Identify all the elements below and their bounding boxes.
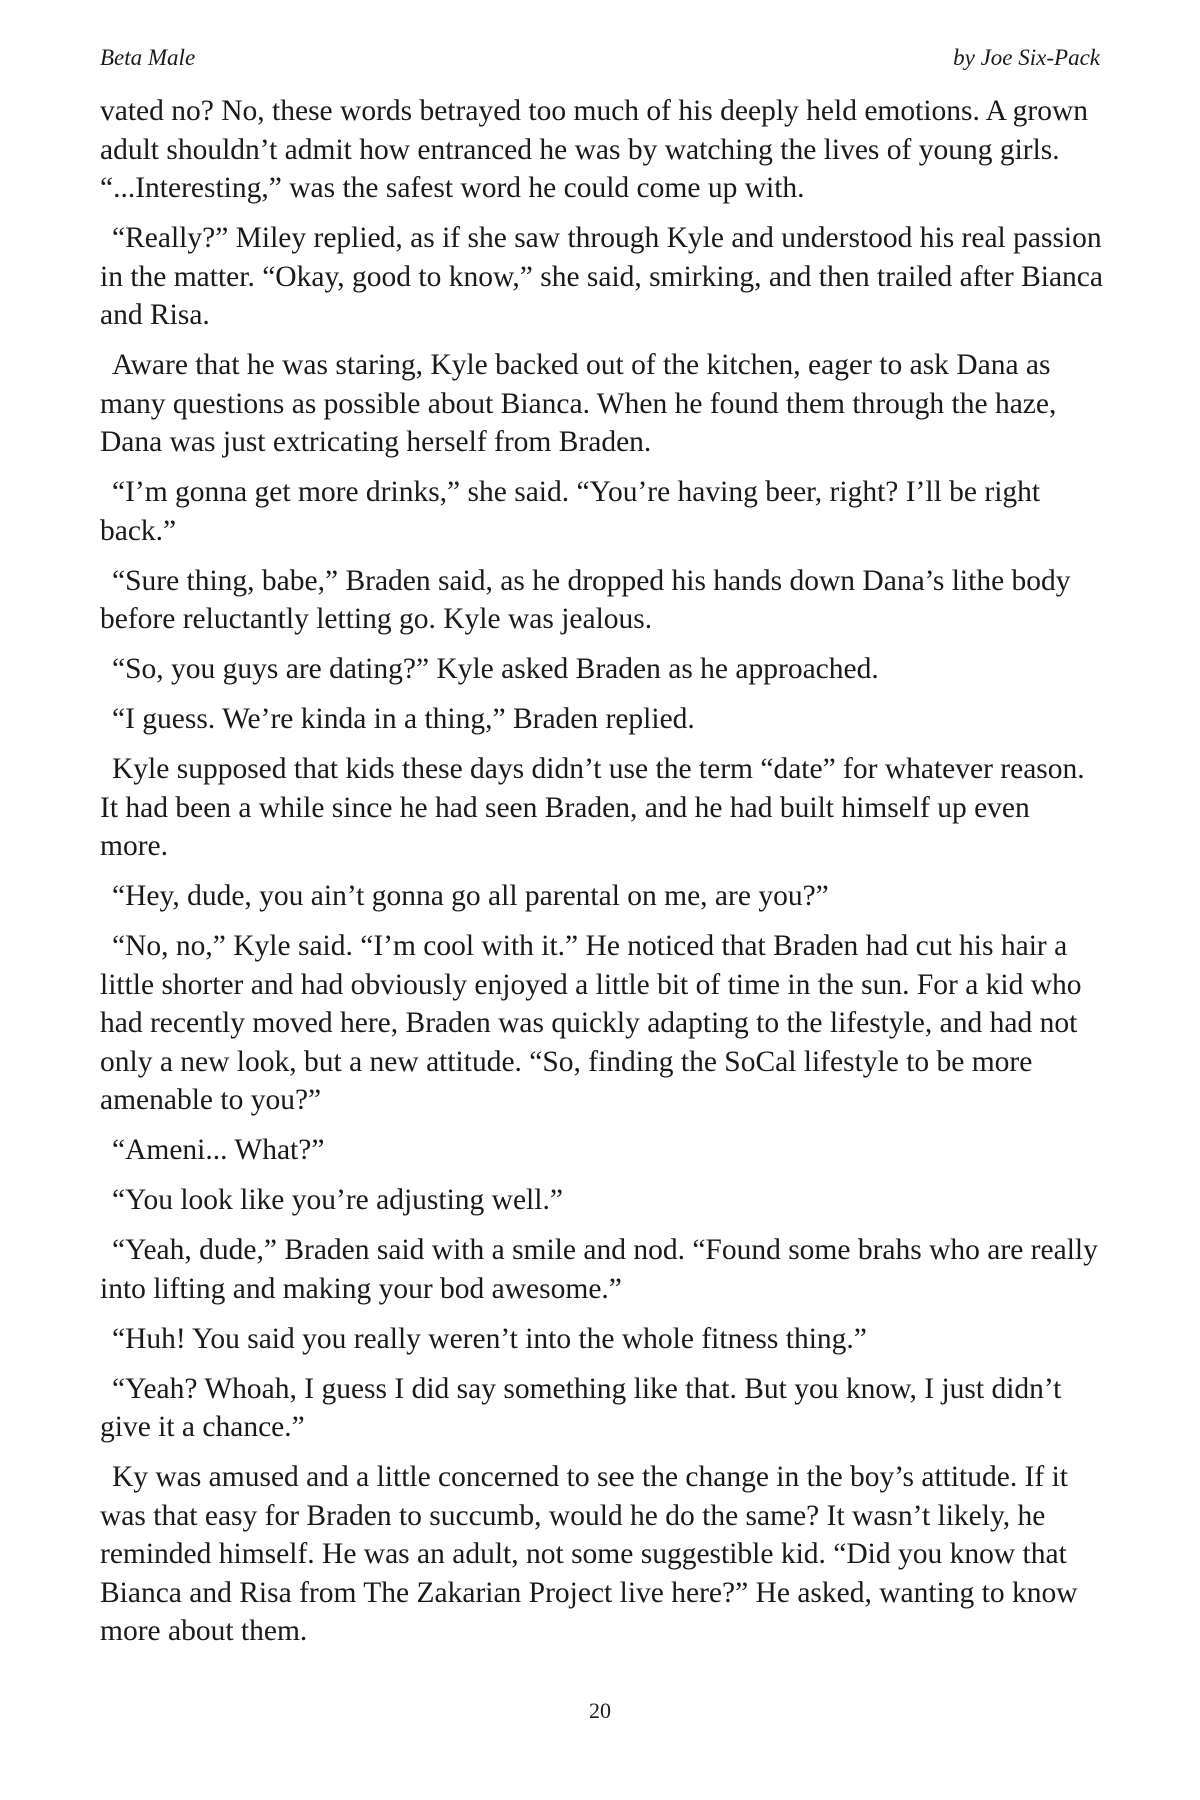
paragraph: Kyle supposed that kids these days didn’t use the term “date” for whatever reason. It had been a while since he had seen Braden, and he had built himself up even more. — [100, 753, 1085, 862]
paragraph: “Really?” Miley replied, as if she saw through Kyle and understood his real passion in the matter. “Okay, good to know,” she said, smirking, and then trailed after Bianca and Risa. — [100, 222, 1103, 331]
paragraph: vated no? No, these words betrayed too much of his deeply held emotions. A grown adult shouldn’t admit how entranced he was by watching the lives of young girls. “...Interesting,” was the safest word he could come up with. — [100, 95, 1089, 204]
paragraph: “Yeah, dude,” Braden said with a smile and nod. “Found some brahs who are really into lifting and making your bod awesome.” — [100, 1234, 1098, 1305]
body-text — [100, 92, 1104, 1662]
paragraph: “Hey, dude, you ain’t gonna go all parental on me, are you?” — [112, 880, 829, 912]
book-title: Beta Male — [100, 45, 196, 70]
running-header — [100, 46, 1100, 78]
paragraph: “Huh! You said you really weren’t into the whole fitness thing.” — [112, 1322, 867, 1355]
paragraph: “I’m gonna get more drinks,” she said. “You’re having beer, right? I’ll be right back.” — [100, 476, 1041, 547]
paragraph: “So, you guys are dating?” Kyle asked Braden as he approached. — [112, 653, 879, 685]
book-author: by Joe Six-Pack — [953, 45, 1100, 70]
paragraph: “Yeah? Whoah, I guess I did say something like that. But you know, I just didn’t give it a chance.” — [100, 1372, 1062, 1443]
page-number: 20 — [589, 1698, 611, 1723]
paragraph: “No, no,” Kyle said. “I’m cool with it.” He noticed that Braden had cut his hair a little shorter and had obviously enjoyed a little bit of time in the sun. For a kid who had recently moved here, Braden was quickly adapting to the lifestyle, and had not only a new look, but a new attitude. “So, finding the SoCal lifestyle to be more amenable to you?” — [100, 930, 1082, 1116]
paragraph: Ky was amused and a little concerned to see the change in the boy’s attitude. If it was that easy for Braden to succumb, would he do the same? It wasn’t likely, he reminded himself. He was an adult, not some suggestible kid. “Did you know that Bianca and Risa from The Zakarian Project live here?” He asked, wanting to know more about them. — [100, 1461, 1078, 1647]
paragraph: “You look like you’re adjusting well.” — [112, 1184, 563, 1216]
paragraph: “I guess. We’re kinda in a thing,” Braden replied. — [112, 703, 695, 735]
paragraph: Aware that he was staring, Kyle backed out of the kitchen, eager to ask Dana as many questions as possible about Bianca. When he found them through the haze, Dana was just extricating herself from Braden. — [100, 349, 1057, 458]
paragraph: “Sure thing, babe,” Braden said, as he dropped his hands down Dana’s lithe body before reluctantly letting go. Kyle was jealous. — [100, 564, 1071, 635]
paragraph: “Ameni... What?” — [112, 1134, 325, 1166]
